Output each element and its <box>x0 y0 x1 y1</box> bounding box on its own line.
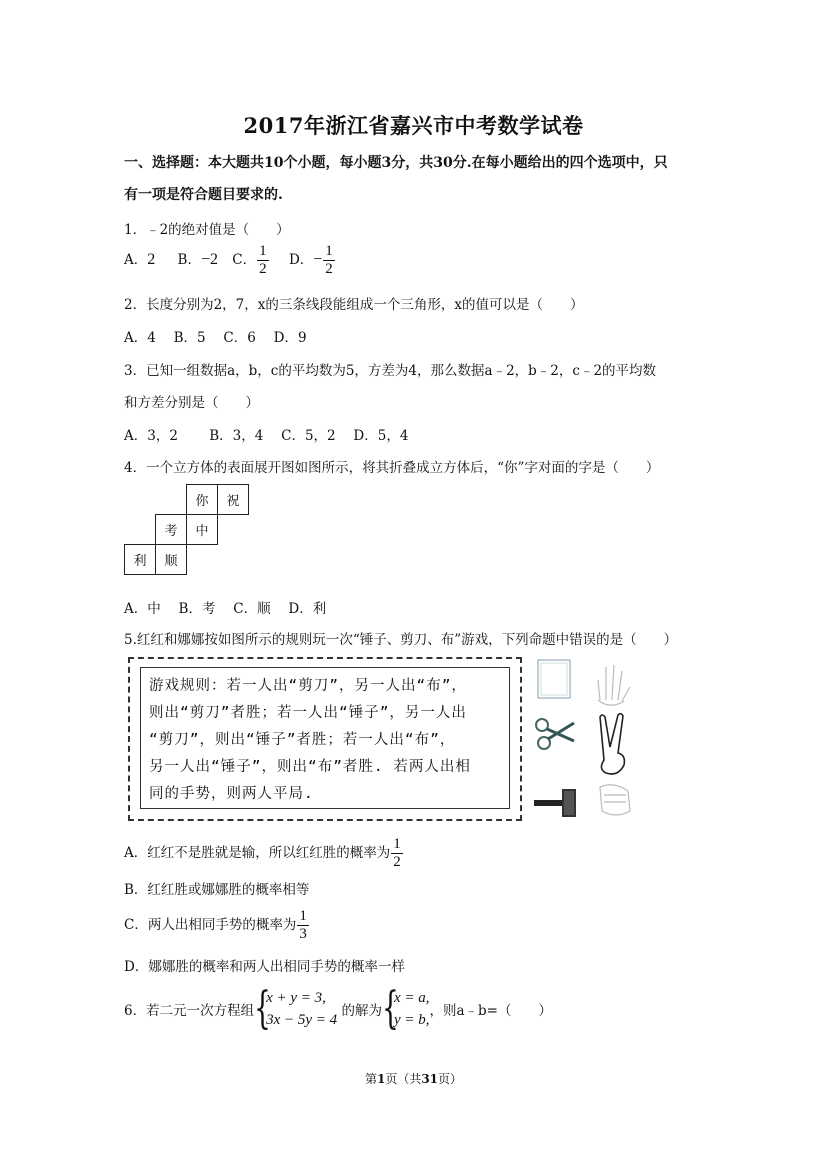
q6-eq2: 3x − 5y = 4 <box>266 1012 338 1028</box>
q1-stem: 1．﹣2的绝对值是（ ） <box>124 222 290 238</box>
q1-b-value: −2 <box>200 251 218 268</box>
q6-sol1: x = a, <box>393 990 430 1006</box>
net-cell: 利 <box>125 545 156 575</box>
open-hand-icon <box>598 665 630 705</box>
q1-a-value: 2 <box>147 251 156 268</box>
q5-c-fraction: $\frac{1}{3}$ <box>299 908 307 942</box>
gesture-illustrations <box>530 655 640 825</box>
net-cell: 祝 <box>218 485 249 515</box>
footer-post: 页） <box>438 1072 463 1086</box>
q1-b-label: B． <box>177 252 201 268</box>
q5-option-b: B．红红胜或娜娜胜的概率相等 <box>124 882 310 898</box>
rules-line: 另一人出“锤子”，则出“布”者胜. 若两人出相 <box>149 759 471 775</box>
paper-icon <box>538 660 570 698</box>
q6-solution-system: { x = a, y = b, <box>381 983 430 1034</box>
q5-stem: 5.红红和娜娜按如图所示的规则玩一次“锤子、剪刀、布”游戏，下列命题中错误的是（ ） <box>124 632 678 648</box>
q6-post-text: ，则a﹣b=（ ） <box>429 1003 552 1019</box>
section-heading-line1: 一、选择题：本大题共10个小题，每小题3分，共30分.在每小题给出的四个选项中，只 <box>124 155 668 171</box>
rules-line: 游戏规则：若一人出“剪刀”，另一人出“布”， <box>149 678 467 694</box>
q4-options: A．中 B．考 C．顺 D．利 <box>124 601 327 617</box>
q5-a-fraction: $\frac{1}{2}$ <box>393 836 401 870</box>
q1-d-fraction: $\frac{1}{2}$ <box>325 243 333 277</box>
q1-options <box>124 243 336 278</box>
cube-net-figure <box>124 484 249 575</box>
victory-hand-icon <box>600 714 624 774</box>
page-title: 2017年浙江省嘉兴市中考数学试卷 <box>243 113 584 138</box>
section-heading-line2: 有一项是符合题目要求的. <box>124 187 283 203</box>
q6-sol2: y = b, <box>393 1012 430 1028</box>
q3-stem-line2: 和方差分别是（ ） <box>124 395 259 411</box>
q6-stem <box>124 983 552 1034</box>
footer-pre: 第 <box>364 1072 377 1086</box>
rules-line: “剪刀”，则出“锤子”者胜；若一人出“布”， <box>149 732 456 748</box>
q6-eq1: x + y = 3, <box>266 990 326 1006</box>
q3-options: A．3，2 B．3，4 C．5，2 D．5，4 <box>124 428 409 444</box>
q5-c-text: C．两人出相同手势的概率为 <box>124 917 297 933</box>
q5-option-a <box>124 836 404 871</box>
q4-stem: 4．一个立方体的表面展开图如图所示，将其折叠成立方体后，“你”字对面的字是（ ） <box>124 460 660 476</box>
scissors-icon <box>536 719 574 749</box>
q5-a-text: A．红红不是胜就是输，所以红红胜的概率为 <box>124 845 391 861</box>
q1-c-fraction: $\frac{1}{2}$ <box>259 243 267 277</box>
hammer-icon <box>534 789 576 817</box>
q5-option-c <box>124 908 310 943</box>
net-cell: 你 <box>187 485 218 515</box>
q3-stem-line1: 3．已知一组数据a，b，c的平均数为5，方差为4，那么数据a﹣2，b﹣2，c﹣2的平均数 <box>124 363 657 379</box>
net-cell: 顺 <box>156 545 187 575</box>
footer-total-pages: 31 <box>421 1072 439 1086</box>
footer-page-number: 1 <box>376 1072 386 1086</box>
rules-line: 同的手势，则两人平局. <box>149 786 314 802</box>
page-footer <box>0 1070 827 1087</box>
q2-options: A．4 B．5 C．6 D．9 <box>124 330 307 346</box>
q6-mid-text: 的解为 <box>341 1003 382 1019</box>
q2-stem: 2．长度分别为2，7，x的三条线段能组成一个三角形，x的值可以是（ ） <box>124 297 584 313</box>
q6-equation-system: { x + y = 3, 3x − 5y = 4 <box>254 983 338 1034</box>
net-cell: 中 <box>187 515 218 545</box>
q1-d-sign: − <box>313 251 323 268</box>
q5-option-d: D．娜娜胜的概率和两人出相同手势的概率一样 <box>124 959 405 975</box>
q1-d-label: D． <box>288 252 314 268</box>
q1-a-label: A． <box>124 252 148 268</box>
q6-pre-text: 6．若二元一次方程组 <box>124 1003 255 1019</box>
net-cell: 考 <box>156 515 187 545</box>
q1-c-label: C． <box>232 252 257 268</box>
fist-icon <box>600 785 630 815</box>
rules-box <box>140 667 510 809</box>
footer-mid: 页（共 <box>385 1072 422 1086</box>
rules-line: 则出“剪刀”者胜；若一人出“锤子”，另一人出 <box>149 705 467 721</box>
